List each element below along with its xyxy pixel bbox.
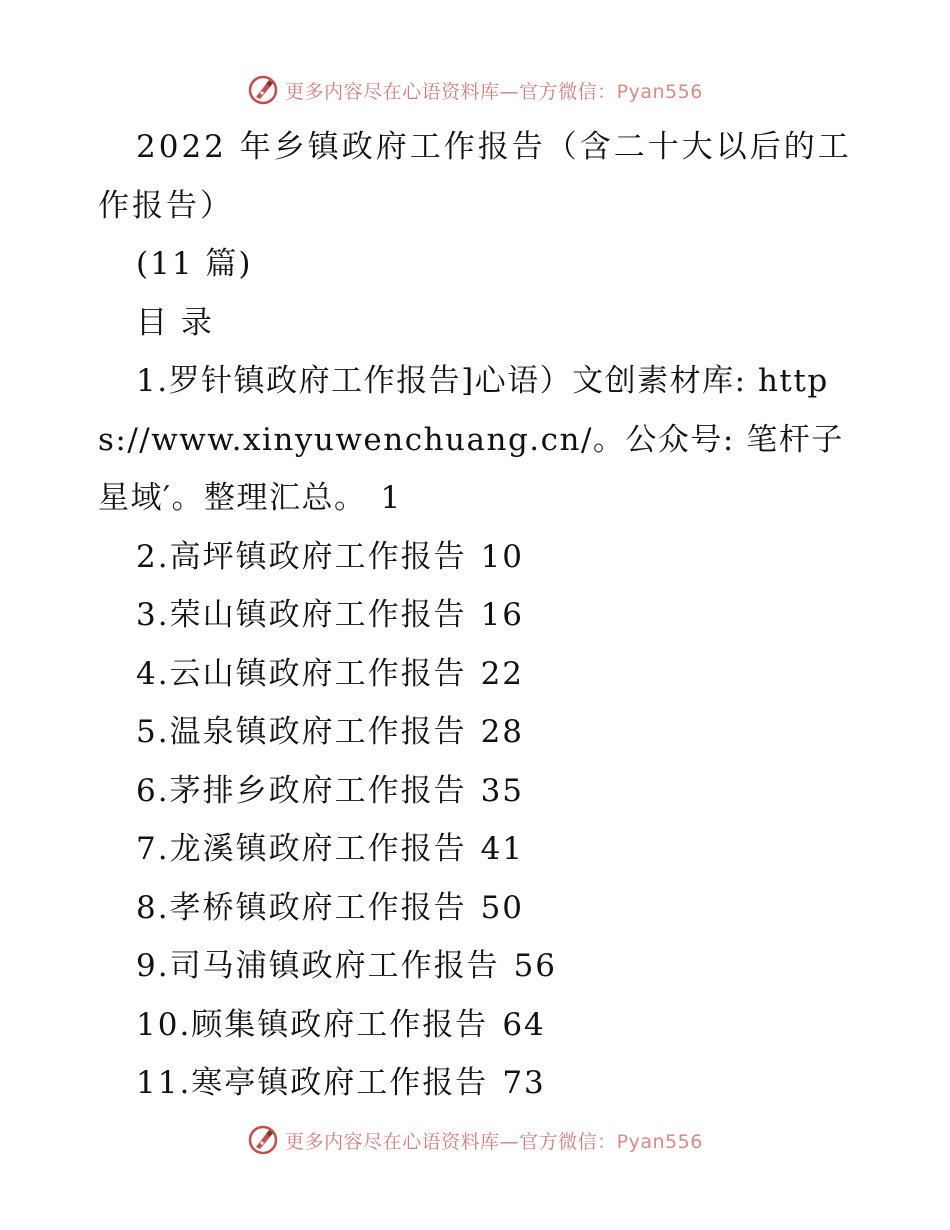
- toc-item-label: 6.茅排乡政府工作报告: [136, 772, 467, 809]
- toc-item-page: 28: [480, 714, 525, 750]
- banner-text: 更多内容尽在心语资料库—官方微信：Pyan556: [285, 80, 703, 103]
- toc-item-label: 5.温泉镇政府工作报告: [136, 714, 467, 750]
- banner-text: 更多内容尽在心语资料库—官方微信：Pyan556: [285, 1130, 703, 1153]
- pen-nib-logo-icon: [247, 1124, 279, 1156]
- toc-item-label: 8.孝桥镇政府工作报告: [136, 889, 467, 926]
- document-body: [98, 118, 858, 1113]
- toc-item-page: 64: [502, 1006, 546, 1043]
- toc-item-page: 35: [480, 772, 525, 809]
- toc-item-page: 1: [380, 480, 402, 516]
- toc-item: [98, 528, 858, 587]
- pen-nib-logo-icon: [247, 74, 279, 106]
- toc-item-label: 4.云山镇政府工作报告: [136, 655, 467, 692]
- toc-item-label: 1.罗针镇政府工作报告]心语）文创素材库: https://www.xinyuwenchuang.cn/。公众号: 笔杆子星域′。整理汇总。: [98, 363, 844, 516]
- header-banner: [0, 70, 950, 110]
- toc-item-page: 22: [480, 655, 525, 692]
- toc-item: [98, 1054, 858, 1113]
- toc-item-page: 50: [480, 889, 525, 926]
- toc-item: [98, 820, 858, 879]
- toc-item-label: 7.龙溪镇政府工作报告: [136, 831, 467, 867]
- toc-heading: 目 录: [136, 304, 214, 341]
- toc-item-label: 11.寒亭镇政府工作报告: [136, 1065, 489, 1101]
- toc-item-label: 9.司马浦镇政府工作报告: [136, 948, 500, 984]
- toc-item: [98, 996, 858, 1055]
- toc-item-page: 73: [502, 1065, 546, 1101]
- toc-item: [98, 937, 858, 996]
- footer-banner: [0, 1120, 950, 1160]
- toc-item-page: 16: [480, 597, 525, 633]
- toc-item: [98, 586, 858, 645]
- toc-item-label: 3.荣山镇政府工作报告: [136, 597, 467, 633]
- toc-item-page: 41: [480, 831, 525, 867]
- toc-item-label: 2.高坪镇政府工作报告: [136, 538, 467, 575]
- document-title: 2022 年乡镇政府工作报告（含二十大以后的工作报告）: [98, 129, 852, 224]
- toc-item-page: 10: [480, 538, 525, 575]
- document-count: (11 篇): [136, 246, 253, 282]
- toc-item-label: 10.顾集镇政府工作报告: [136, 1006, 489, 1043]
- toc-item: [98, 352, 858, 528]
- toc-item-page: 56: [513, 948, 558, 984]
- toc-item: [98, 703, 858, 762]
- toc-item: [98, 762, 858, 821]
- banner-wechat-id: Pyan556: [616, 80, 703, 103]
- toc-item: [98, 645, 858, 704]
- banner-wechat-id: Pyan556: [616, 1130, 703, 1153]
- toc-item: [98, 879, 858, 938]
